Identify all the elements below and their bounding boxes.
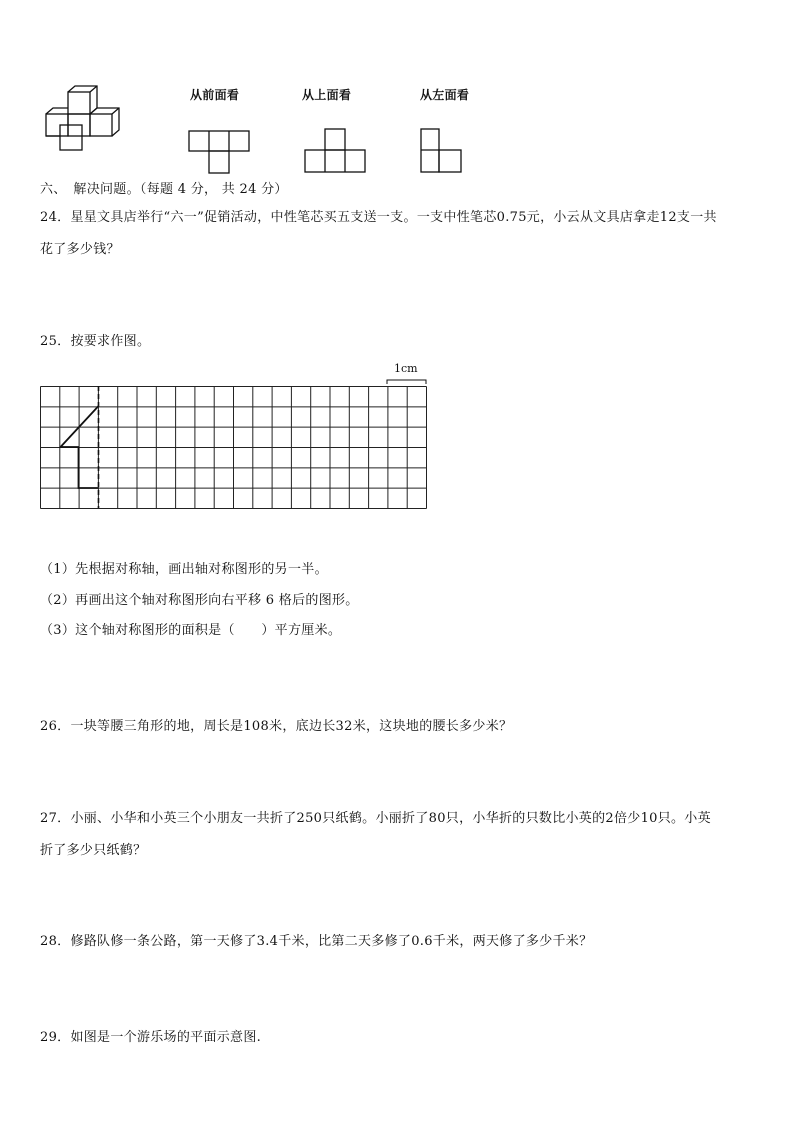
top-view-label: 从上面看 [302, 88, 352, 102]
question-25-sub-3: （3）这个轴对称图形的面积是（ ）平方厘米。 [40, 623, 342, 638]
question-24-line-1: 24．星星文具店举行“六一”促销活动，中性笔芯买五支送一支。一支中性笔芯0.75元，小云从文具店拿走12支一共 [40, 210, 717, 225]
question-25-title: 25．按要求作图。 [40, 334, 151, 349]
scale-bracket [386, 374, 428, 386]
left-view-label: 从左面看 [420, 88, 470, 102]
question-24-line-2: 花了多少钱？ [40, 242, 120, 257]
question-26: 26．一块等腰三角形的地，周长是108米，底边长32米，这块地的腰长多少米？ [40, 719, 513, 734]
question-29: 29．如图是一个游乐场的平面示意图. [40, 1030, 262, 1045]
question-28: 28．修路队修一条公路，第一天修了3.4千米，比第二天多修了0.6千米，两天修了多少千米？ [40, 934, 593, 949]
question-27-line-2: 折了多少只纸鹤？ [40, 843, 147, 858]
front-view-drawing [188, 130, 250, 175]
question-27-line-1: 27．小丽、小华和小英三个小朋友一共折了250只纸鹤。小丽折了80只，小华折的只数比小英的2倍少10只。小英 [40, 811, 711, 826]
question-25-sub-1: （1）先根据对称轴，画出轴对称图形的另一半。 [40, 562, 328, 577]
drawing-grid [40, 386, 428, 510]
question-25-sub-2: （2）再画出这个轴对称图形向右平移 6 格后的图形。 [40, 593, 359, 608]
left-view-drawing [420, 128, 464, 174]
section-heading: 六、 解决问题。（每题 4 分， 共 24 分） [40, 182, 288, 197]
cube-stack-figure [40, 85, 130, 155]
scale-label: 1cm [394, 362, 418, 375]
front-view-label: 从前面看 [190, 88, 240, 102]
top-view-drawing [304, 128, 366, 174]
